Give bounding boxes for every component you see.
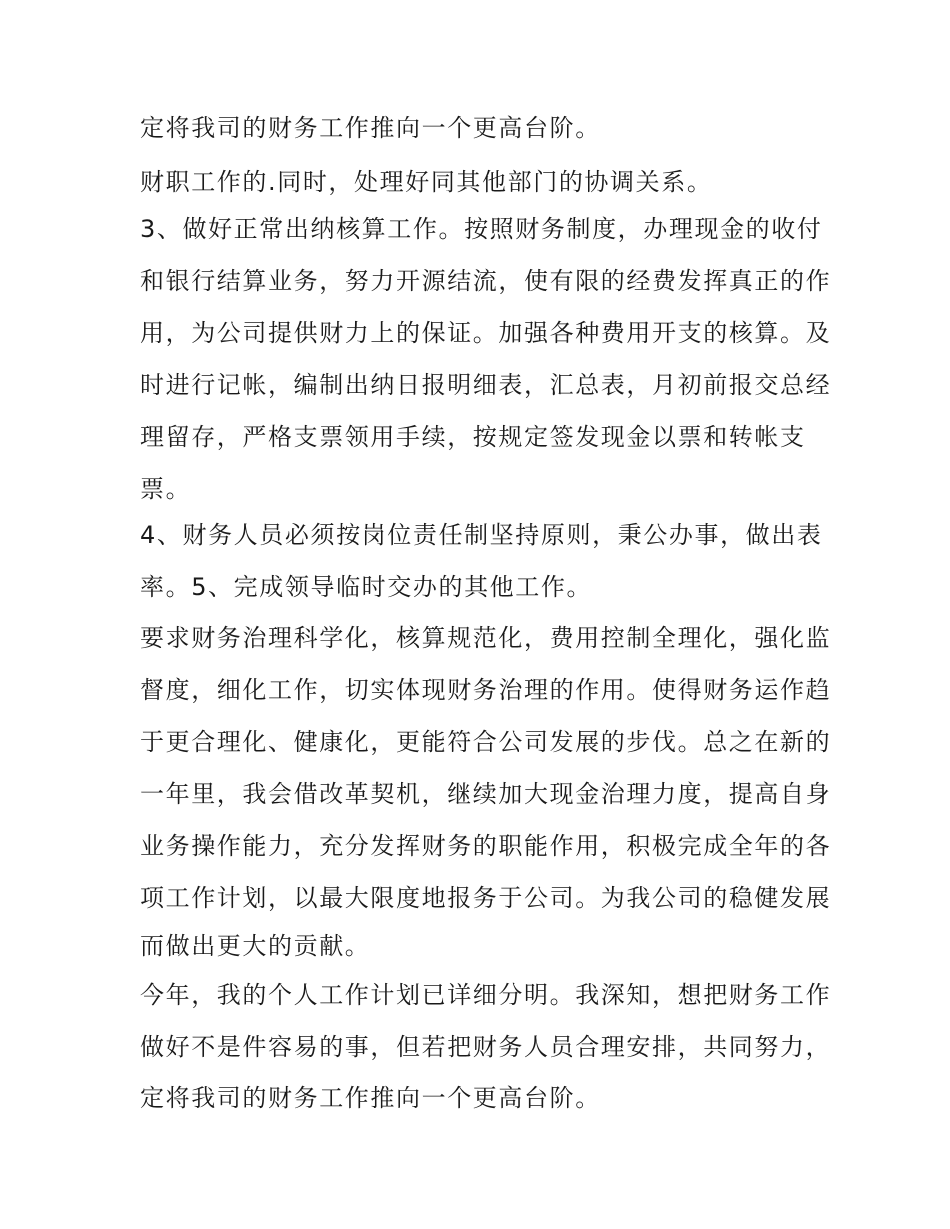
text-line: 项工作计划，以最大限度地报务于公司。为我公司的稳健发展 [140, 884, 832, 912]
text-line: 业务操作能力，充分发挥财务的职能作用，积极完成全年的各 [140, 832, 832, 860]
text-line: 督度，细化工作，切实体现财务治理的作用。使得财务运作趋 [140, 676, 832, 704]
text-line: 而做出更大的贡献。 [140, 932, 371, 960]
text-line: 做好不是件容易的事，但若把财务人员合理安排，共同努力， [140, 1033, 832, 1061]
text-line: 今年，我的个人工作计划已详细分明。我深知，想把财务工作 [140, 981, 832, 1009]
text-line: 于更合理化、健康化，更能符合公司发展的步伐。总之在新的 [140, 728, 832, 756]
text-line: 率。5、完成领导临时交办的其他工作。 [140, 573, 593, 601]
text-line: 票。 [140, 475, 192, 503]
text-line: 和银行结算业务，努力开源结流，使有限的经费发挥真正的作 [140, 267, 832, 295]
text-line: 定将我司的财务工作推向一个更高台阶。 [140, 1084, 601, 1112]
text-line: 要求财务治理科学化，核算规范化，费用控制全理化，强化监 [140, 624, 832, 652]
text-line: 用，为公司提供财力上的保证。加强各种费用开支的核算。及 [140, 319, 832, 347]
text-line: 时进行记帐，编制出纳日报明细表，汇总表，月初前报交总经 [140, 371, 832, 399]
text-line: 财职工作的.同时，处理好同其他部门的协调关系。 [140, 168, 713, 196]
text-line: 一年里，我会借改革契机，继续加大现金治理力度，提高自身 [140, 780, 832, 808]
text-line: 3、做好正常出纳核算工作。按照财务制度，办理现金的收付 [140, 215, 823, 243]
text-line: 理留存，严格支票领用手续，按规定签发现金以票和转帐支 [140, 423, 806, 451]
text-line: 定将我司的财务工作推向一个更高台阶。 [140, 114, 601, 142]
text-line: 4、财务人员必须按岗位责任制坚持原则，秉公办事，做出表 [140, 521, 823, 549]
